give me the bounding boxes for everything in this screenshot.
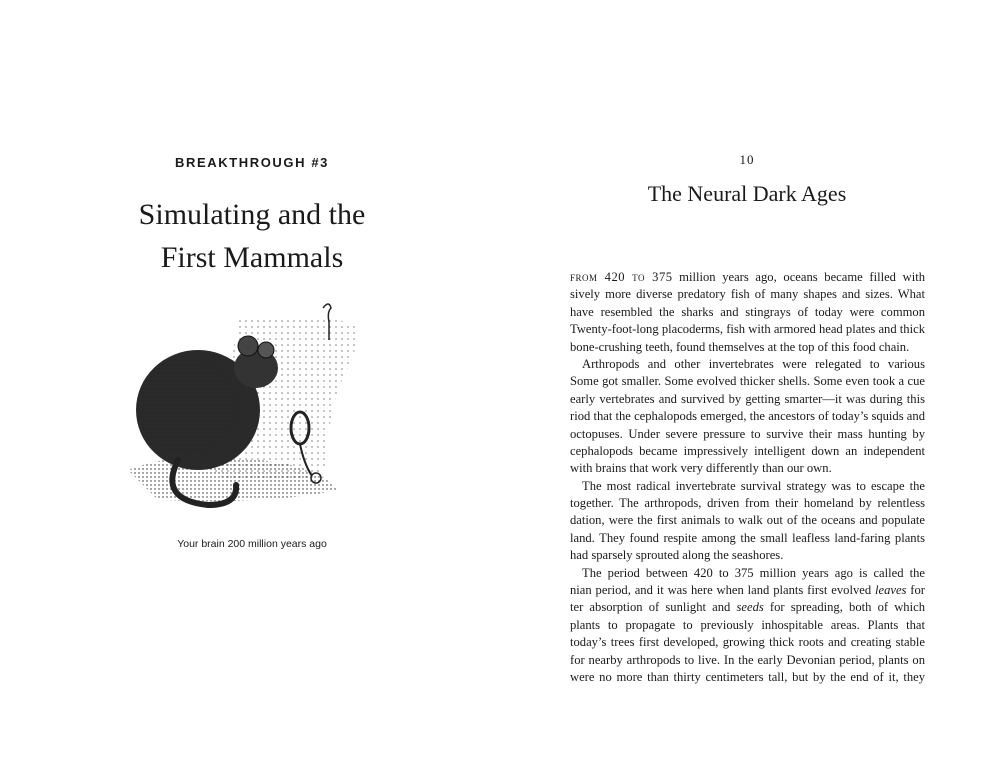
text-run: plants to propagate to previously inhospitable areas. Plants that — [570, 617, 925, 632]
text-line — [570, 495, 925, 512]
text-run: were no more than thirty centimeters tall, but by the end of it, they — [570, 669, 925, 684]
text-run: for — [910, 583, 925, 598]
text-run: bone-crushing teeth, found themselves at the top of this food chain. — [570, 339, 910, 354]
text-line — [570, 565, 925, 582]
right-page — [500, 0, 1000, 758]
paragraph — [570, 269, 925, 356]
text-run: million years ago, oceans became filled with — [679, 270, 925, 284]
part-title — [0, 193, 504, 279]
text-run: riod that the cephalopods emerged, the ancestors of today’s squids and — [570, 409, 925, 424]
text-run: Twenty-foot-long placoderms, fish with armored head plates and thick — [570, 322, 925, 337]
text-run: Some got smaller. Some evolved thicker shells. Some even took a cue — [570, 374, 925, 389]
paragraph — [570, 356, 925, 478]
text-line — [570, 512, 925, 529]
chapter-body — [570, 269, 925, 686]
text-line — [570, 530, 925, 547]
text-run: octopuses. Under severe pressure to survive their mass hunting by — [570, 426, 925, 441]
chapter-title: The Neural Dark Ages — [647, 181, 847, 206]
text-run: cephalopods became impressively intelligent down an independent — [570, 443, 925, 458]
text-run: nian period, and it was here when land plants first evolved — [570, 583, 875, 598]
text-line — [570, 304, 925, 321]
text-line — [570, 339, 925, 356]
paragraph — [570, 565, 925, 687]
text-line — [570, 373, 925, 390]
text-run: had sparsely sprouted along the seashores. — [570, 548, 784, 563]
text-line — [570, 443, 925, 460]
text-run: have resembled the sharks and stingrays of today were common — [570, 304, 925, 319]
text-line — [570, 408, 925, 425]
text-line — [570, 356, 925, 373]
text-line — [570, 286, 925, 303]
illustration-caption: Your brain 200 million years ago — [177, 538, 327, 550]
paragraph — [570, 478, 925, 565]
text-line — [570, 617, 925, 634]
text-line — [570, 321, 925, 338]
text-run: sively more diverse predatory fish of many shapes and sizes. What — [570, 287, 925, 302]
text-run: The most radical invertebrate survival strategy was to escape the — [582, 478, 925, 493]
part-kicker: BREAKTHROUGH #3 — [174, 155, 329, 170]
rat-illustration — [118, 300, 388, 530]
text-line — [570, 634, 925, 651]
text-run: dation, were the first animals to walk out of the oceans and populate — [570, 513, 925, 528]
text-run: together. The arthropods, driven from their homeland by relentless — [570, 496, 925, 511]
text-run: The period between 420 to 375 million years ago is called the — [582, 565, 925, 580]
text-line — [570, 582, 925, 599]
part-title-line: Simulating and the — [138, 198, 366, 231]
drop-smallcaps: from 420 to 375 — [570, 270, 673, 284]
text-run: for nearby arthropods to live. In the early Devonian period, plants on — [570, 652, 925, 667]
text-line — [570, 391, 925, 408]
text-run: for spreading, both of which — [769, 600, 925, 615]
text-line — [570, 426, 925, 443]
text-run: ter absorption of sunlight and — [570, 600, 737, 615]
emphasis: seeds — [736, 600, 764, 615]
text-run: Arthropods and other invertebrates were relegated to various — [582, 356, 925, 371]
text-run: today’s trees first developed, growing thick roots and creating stable — [570, 635, 925, 650]
emphasis: leaves — [874, 583, 907, 598]
text-line — [570, 269, 925, 286]
text-line — [570, 599, 925, 616]
part-title-line: First Mammals — [160, 241, 344, 274]
text-run: with brains that work very differently than our own. — [570, 461, 832, 476]
chapter-number: 10 — [739, 152, 755, 167]
text-line — [570, 547, 925, 564]
text-line — [570, 652, 925, 669]
text-line — [570, 478, 925, 495]
text-run: land. They found respite among the small leafless land-faring plants — [570, 530, 925, 545]
text-line — [570, 460, 925, 477]
text-run: early vertebrates and survived by getting smarter—it was during this — [570, 391, 925, 406]
text-line — [570, 669, 925, 686]
